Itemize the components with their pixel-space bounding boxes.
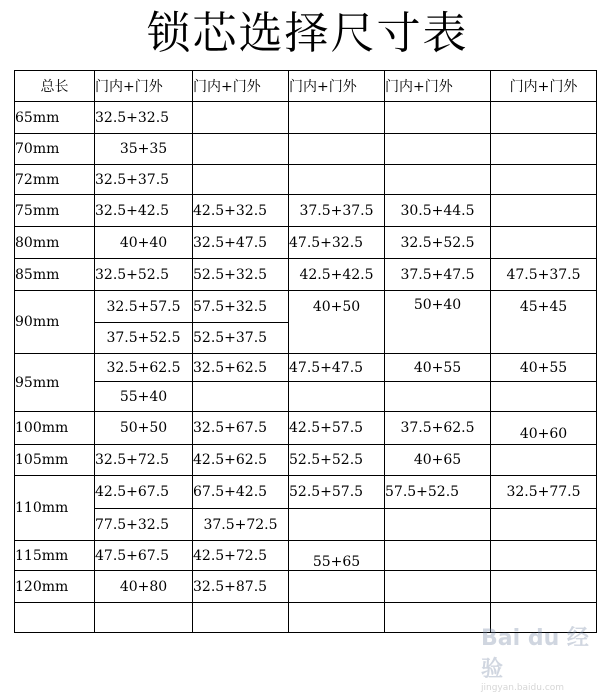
empty-cell xyxy=(193,382,289,412)
table-row xyxy=(15,445,597,476)
value-cell: 47.5+37.5 xyxy=(491,259,597,291)
header-col-2: 门内+门外 xyxy=(193,71,289,102)
empty-cell xyxy=(491,541,597,571)
value-cell: 42.5+32.5 xyxy=(193,195,289,227)
value-cell: 50+50 xyxy=(95,412,193,445)
length-cell: 72mm xyxy=(15,165,95,195)
empty-cell xyxy=(385,571,491,603)
value-cell: 52.5+52.5 xyxy=(289,445,385,476)
value-cell: 32.5+57.5 xyxy=(95,291,193,323)
empty-cell xyxy=(491,571,597,603)
value-cell: 40+55 xyxy=(491,354,597,382)
empty-cell xyxy=(491,509,597,541)
length-cell: 120mm xyxy=(15,571,95,603)
value-cell: 32.5+52.5 xyxy=(385,227,491,259)
length-cell: 90mm xyxy=(15,291,95,354)
empty-cell xyxy=(491,134,597,165)
length-cell: 105mm xyxy=(15,445,95,476)
value-cell: 40+65 xyxy=(385,445,491,476)
header-col-3: 门内+门外 xyxy=(289,71,385,102)
empty-cell xyxy=(289,102,385,134)
value-cell: 40+60 xyxy=(491,412,597,445)
empty-cell xyxy=(193,134,289,165)
watermark-brand: Bai du 经验 xyxy=(481,626,589,682)
empty-cell xyxy=(289,509,385,541)
table-row xyxy=(15,382,597,412)
empty-cell xyxy=(385,509,491,541)
value-cell: 52.5+37.5 xyxy=(193,323,289,354)
value-cell: 37.5+52.5 xyxy=(95,323,193,354)
length-cell: 85mm xyxy=(15,259,95,291)
value-cell: 42.5+67.5 xyxy=(95,476,193,509)
table-row xyxy=(15,354,597,382)
table-row xyxy=(15,571,597,603)
value-cell: 42.5+57.5 xyxy=(289,412,385,445)
empty-cell xyxy=(289,603,385,633)
value-cell: 37.5+47.5 xyxy=(385,259,491,291)
value-cell: 32.5+77.5 xyxy=(491,476,597,509)
value-cell: 55+40 xyxy=(95,382,193,412)
value-cell: 32.5+87.5 xyxy=(193,571,289,603)
length-cell: 95mm xyxy=(15,354,95,412)
value-cell: 40+55 xyxy=(385,354,491,382)
value-cell: 47.5+47.5 xyxy=(289,354,385,382)
length-cell: 80mm xyxy=(15,227,95,259)
empty-cell xyxy=(385,102,491,134)
empty-cell xyxy=(289,382,385,412)
header-total: 总长 xyxy=(15,71,95,102)
header-col-5: 门内+门外 xyxy=(491,71,597,102)
empty-cell xyxy=(491,195,597,227)
value-cell: 45+45 xyxy=(491,291,597,354)
table-row xyxy=(15,102,597,134)
value-cell: 77.5+32.5 xyxy=(95,509,193,541)
value-cell: 37.5+62.5 xyxy=(385,412,491,445)
value-cell: 40+50 xyxy=(289,291,385,354)
empty-cell xyxy=(193,102,289,134)
length-cell: 110mm xyxy=(15,476,95,541)
empty-cell xyxy=(491,382,597,412)
value-cell: 32.5+32.5 xyxy=(95,102,193,134)
value-cell: 32.5+37.5 xyxy=(95,165,193,195)
table-row xyxy=(15,541,597,571)
table-row xyxy=(15,259,597,291)
value-cell: 42.5+62.5 xyxy=(193,445,289,476)
value-cell: 32.5+62.5 xyxy=(95,354,193,382)
empty-cell xyxy=(289,571,385,603)
table-row xyxy=(15,165,597,195)
length-cell: 100mm xyxy=(15,412,95,445)
size-table xyxy=(14,70,597,633)
value-cell: 32.5+52.5 xyxy=(95,259,193,291)
value-cell: 50+40 xyxy=(385,291,491,354)
empty-cell xyxy=(95,603,193,633)
value-cell: 35+35 xyxy=(95,134,193,165)
value-cell: 67.5+42.5 xyxy=(193,476,289,509)
value-cell: 37.5+37.5 xyxy=(289,195,385,227)
value-cell: 40+80 xyxy=(95,571,193,603)
empty-cell xyxy=(15,603,95,633)
empty-cell xyxy=(385,541,491,571)
value-cell: 37.5+72.5 xyxy=(193,509,289,541)
table-row xyxy=(15,134,597,165)
empty-cell xyxy=(385,134,491,165)
watermark-url: jingyan.baidu.com xyxy=(481,683,565,693)
empty-cell xyxy=(289,134,385,165)
value-cell: 32.5+72.5 xyxy=(95,445,193,476)
table-row xyxy=(15,291,597,323)
value-cell: 55+65 xyxy=(289,541,385,571)
value-cell: 52.5+32.5 xyxy=(193,259,289,291)
empty-cell xyxy=(193,603,289,633)
value-cell: 32.5+47.5 xyxy=(193,227,289,259)
value-cell: 47.5+67.5 xyxy=(95,541,193,571)
table-row xyxy=(15,195,597,227)
table-row xyxy=(15,509,597,541)
empty-cell xyxy=(491,445,597,476)
length-cell: 75mm xyxy=(15,195,95,227)
value-cell: 52.5+57.5 xyxy=(289,476,385,509)
page-title: 锁芯选择尺寸表 xyxy=(146,8,469,59)
length-cell: 115mm xyxy=(15,541,95,571)
header-row xyxy=(15,71,597,102)
value-cell: 42.5+72.5 xyxy=(193,541,289,571)
value-cell: 32.5+42.5 xyxy=(95,195,193,227)
watermark xyxy=(481,621,591,693)
value-cell: 42.5+42.5 xyxy=(289,259,385,291)
empty-cell xyxy=(385,165,491,195)
table-row xyxy=(15,476,597,509)
value-cell: 40+40 xyxy=(95,227,193,259)
header-col-4: 门内+门外 xyxy=(385,71,491,102)
value-cell: 47.5+32.5 xyxy=(289,227,385,259)
value-cell: 57.5+52.5 xyxy=(385,476,491,509)
value-cell: 32.5+67.5 xyxy=(193,412,289,445)
length-cell: 70mm xyxy=(15,134,95,165)
value-cell: 32.5+62.5 xyxy=(193,354,289,382)
value-cell: 30.5+44.5 xyxy=(385,195,491,227)
value-cell: 57.5+32.5 xyxy=(193,291,289,323)
empty-cell xyxy=(491,102,597,134)
empty-cell xyxy=(385,603,491,633)
table-row xyxy=(15,412,597,445)
empty-cell xyxy=(193,165,289,195)
empty-cell xyxy=(385,382,491,412)
header-col-1: 门内+门外 xyxy=(95,71,193,102)
empty-cell xyxy=(491,165,597,195)
length-cell: 65mm xyxy=(15,102,95,134)
empty-cell xyxy=(289,165,385,195)
empty-cell xyxy=(491,227,597,259)
table-row xyxy=(15,227,597,259)
